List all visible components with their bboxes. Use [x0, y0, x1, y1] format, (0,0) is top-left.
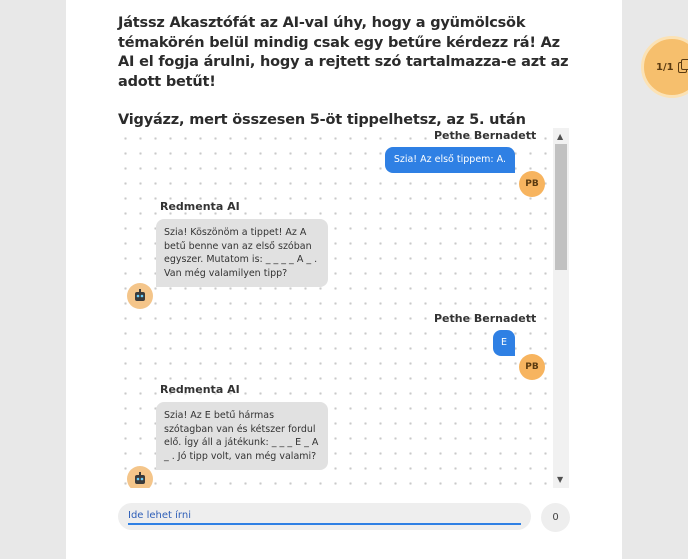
message-input[interactable] [128, 507, 521, 525]
copy-icon [678, 62, 687, 73]
instructions-paragraph-1: Játssz Akasztófát az AI-val úhy, hogy a gyümölcsök témakörén belül mindig csak egy betűre kérdezz rá! Az AI el fogja árulni, hogy a rejtett szó tartalmazza-e azt az adott betűt! [118, 15, 569, 90]
ai-message-bubble: Szia! Köszönöm a tippet! Az A betű benne van az első szóban egyszer. Mutatom is: _ _ _ _ A _ . Van még valamilyen tipp? [156, 219, 328, 287]
scrollbar-thumb[interactable] [555, 144, 567, 270]
scroll-up-arrow-icon[interactable]: ▲ [557, 132, 564, 141]
page-counter-label: 1/1 [656, 61, 674, 73]
user-avatar: PB [519, 171, 545, 197]
sender-name: Pethe Bernadett [434, 312, 537, 325]
robot-avatar-icon [127, 283, 153, 309]
sender-name: Redmenta AI [160, 200, 240, 213]
scroll-down-arrow-icon[interactable]: ▼ [557, 475, 564, 484]
chat-window[interactable] [118, 128, 569, 488]
message-input-container [118, 503, 531, 530]
character-counter: 0 [541, 503, 570, 532]
sender-name: Pethe Bernadett [434, 129, 537, 142]
user-avatar: PB [519, 354, 545, 380]
robot-avatar-icon [127, 466, 153, 488]
user-message-bubble: E [493, 330, 515, 356]
ai-message-bubble: Szia! Az E betű hármas szótagban van és kétszer fordul elő. Így áll a játékunk: _ _ _ E _ A _ . Jó tipp volt, van még valami? [156, 402, 328, 470]
chat-scrollbar[interactable] [553, 128, 569, 488]
user-message-bubble: Szia! Az első tippem: A. [385, 147, 515, 173]
sender-name: Redmenta AI [160, 383, 240, 396]
page-counter-button[interactable] [641, 36, 688, 98]
instructions-paragraph-2: Vigyázz, mert összesen 5-öt tippelhetsz, az 5. után [118, 112, 526, 128]
